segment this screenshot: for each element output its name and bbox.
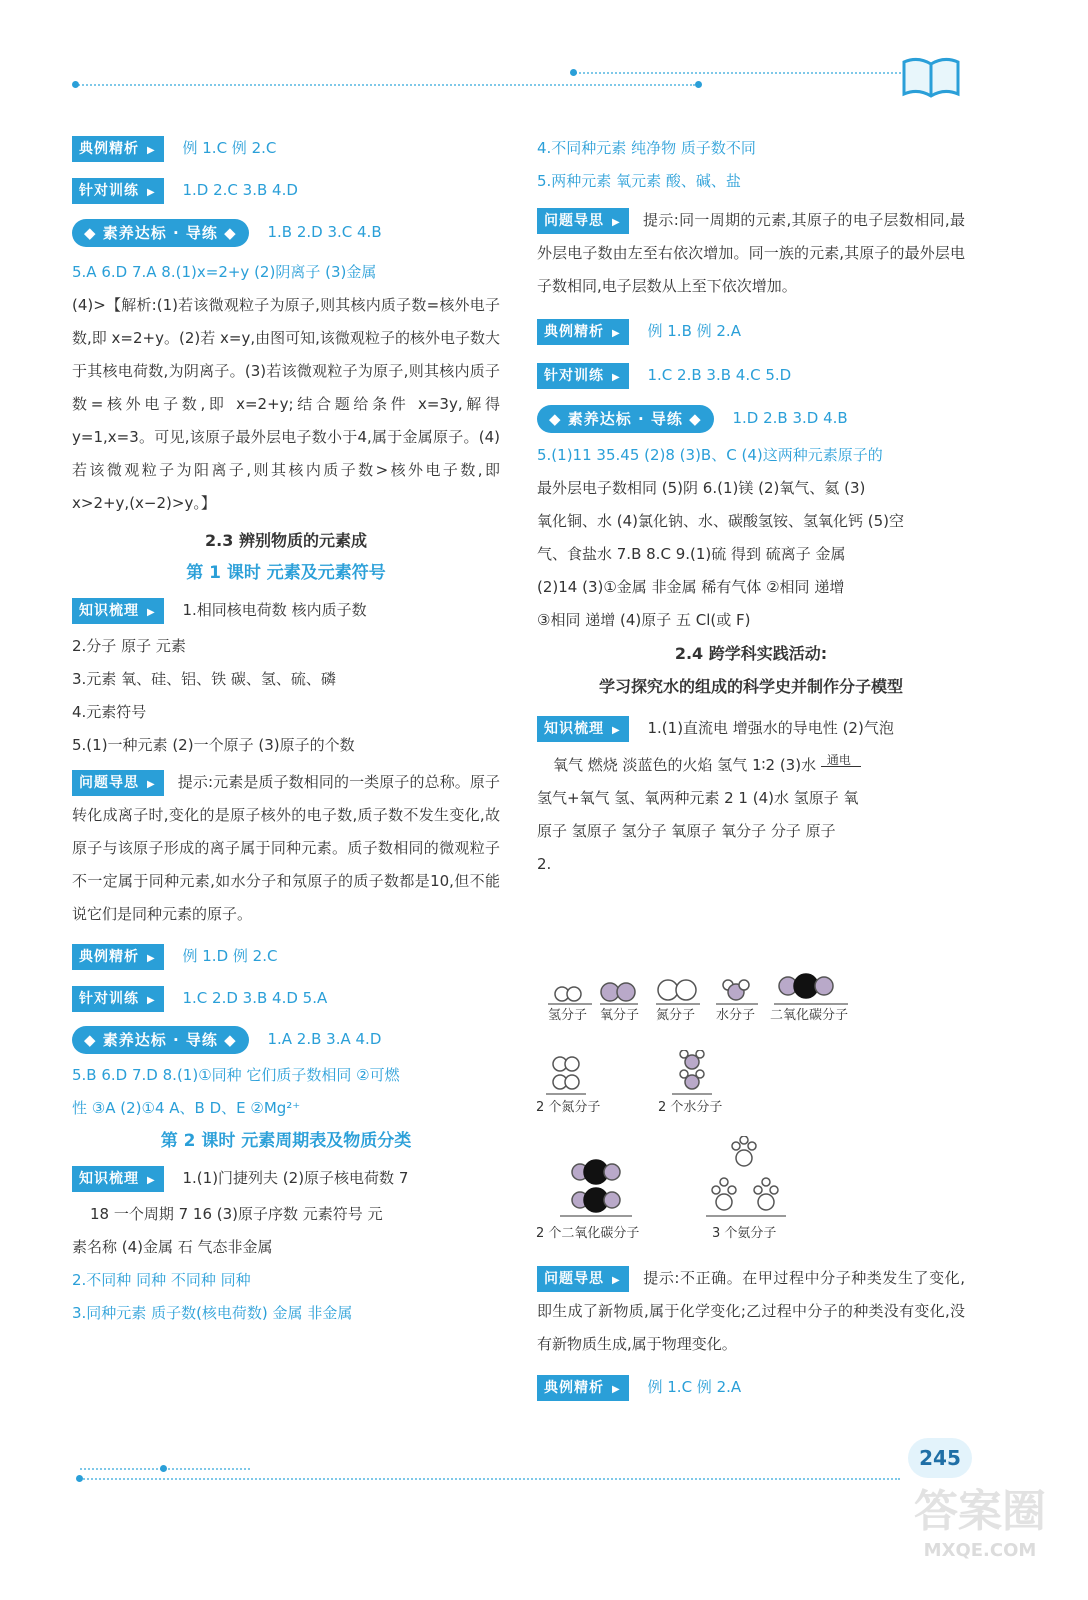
right-column <box>537 132 965 881</box>
section-title: 2.4 跨学科实践活动: <box>674 644 828 663</box>
training-answers: 1.D 2.C 3.B 4.D <box>182 181 298 199</box>
answer-line: (2)14 (3)①金属 非金属 稀有气体 ②相同 递增 <box>537 578 845 596</box>
molecule-models-svg <box>536 1050 776 1098</box>
knowledge-answer: 1.(1)直流电 增强水的导电性 (2)气泡 <box>647 719 894 737</box>
pill-literacy: ◆ 素养达标 · 导练 ◆ <box>72 219 249 247</box>
header-dot <box>72 81 79 88</box>
molecule-label: 2 个二氧化碳分子 <box>536 1226 640 1241</box>
molecule-row-1 <box>548 972 868 1032</box>
knowledge-row <box>72 590 500 630</box>
example-answers: 例 1.B 例 2.A <box>647 322 741 340</box>
training-row <box>72 174 500 216</box>
book-icon <box>900 56 962 98</box>
analysis-paragraph: (4)>【解析:(1)若该微观粒子为原子,则其核内质子数=核外电子数,即 x=2+y。(2)若 x=y,由图可知,该微观粒子的核外电子数大于其核电荷数,为阴离子。(3)若该微观粒子为原子,则其核内质子数=核外电子数,即 x=2+y;结合题给条件 x=3y,解得 y=1,x=3。可见,该原子最外层电子数小于4,属于金属原子。(4)若该微观粒子为阳离子,则其核内质子数>核外电子数,即 x>2+y,(x−2)>y。】 <box>72 296 500 512</box>
nitrogen-atom <box>565 1075 579 1089</box>
header-dotted-line-2 <box>575 72 905 74</box>
answer-line: 气、食盐水 7.B 8.C 9.(1)硫 得到 硫离子 金属 <box>537 545 846 563</box>
example-row <box>537 309 965 353</box>
knowledge-line: 2.分子 原子 元素 <box>72 637 186 655</box>
answer-line: 氧化铜、水 (4)氯化钠、水、碳酸氢铵、氢氧化钙 (5)空 <box>537 512 905 530</box>
question-block <box>537 204 965 303</box>
knowledge-line: 4.元素符号 <box>72 703 147 721</box>
knowledge-line: 素名称 (4)金属 石 气态非金属 <box>72 1238 273 1256</box>
oxygen-atom <box>604 1192 620 1208</box>
tag-knowledge: 知识梳理 ▶ <box>537 716 629 742</box>
knowledge-row <box>537 707 965 749</box>
header-dot <box>570 69 577 76</box>
answer-line: 5.两种元素 氧元素 酸、碱、盐 <box>537 172 741 190</box>
molecule-label: 水分子 <box>716 1008 756 1023</box>
tag-question: 问题导思 ▶ <box>72 770 164 796</box>
molecule-label: 2 个氮分子 <box>536 1100 601 1115</box>
answer-line: 4.不同种元素 纯净物 质子数不同 <box>537 139 756 157</box>
question-text: 提示:元素是质子数相同的一类原子的总称。原子转化成离子时,变化的是原子核外的电子数,质子数不发生变化,故原子与该原子形成的离子属于同种元素。质子数相同的微观粒子不一定属于同种元素,如水分子和氖原子的质子数都是10,但不能说它们是同种元素的原子。 <box>72 773 500 923</box>
molecule-label: 氮分子 <box>656 1008 696 1023</box>
hydrogen-atom <box>696 1050 704 1058</box>
question-block <box>537 1262 965 1361</box>
example-answers: 例 1.D 例 2.C <box>182 947 278 965</box>
tag-question: 问题导思 ▶ <box>537 208 629 234</box>
question-text: 提示:同一周期的元素,其原子的电子层数相同,最外层电子数由左至右依次增加。同一族的元素,其原子的最外层电子数相同,电子层数从上至下依次增加。 <box>537 211 965 295</box>
knowledge-answer: 1.相同核电荷数 核内质子数 <box>182 601 367 619</box>
question-block <box>72 766 500 931</box>
knowledge-line: 3.元素 氧、硅、铝、铁 碳、氢、硫、磷 <box>72 670 336 688</box>
answer-line: 5.A 6.D 7.A 8.(1)x=2+y (2)阴离子 (3)金属 <box>72 263 377 281</box>
molecule-row-3 <box>536 1136 806 1242</box>
section-subtitle: 学习探究水的组成的科学史并制作分子模型 <box>598 677 903 696</box>
hydrogen-atom <box>712 1186 720 1194</box>
tag-example: 典例精析 ▶ <box>72 136 164 162</box>
literacy-answers: 1.A 2.B 3.A 4.D <box>267 1030 382 1048</box>
header-dotted-line <box>75 84 695 86</box>
example-row <box>72 132 500 174</box>
knowledge-line: 原子 氢原子 氢分子 氧原子 氧分子 分子 原子 <box>537 822 836 840</box>
molecule-label: 2 个水分子 <box>658 1100 723 1115</box>
knowledge-line: 18 一个周期 7 16 (3)原子序数 元素符号 元 <box>90 1205 383 1223</box>
training-row <box>537 353 965 397</box>
hydrogen-atom <box>762 1178 770 1186</box>
watermark-title: 答案圈 <box>914 1486 1046 1537</box>
hydrogen-atom <box>696 1070 704 1078</box>
molecule-label: 3 个氨分子 <box>712 1226 777 1241</box>
knowledge-answer: 1.(1)门捷列夫 (2)原子核电荷数 7 <box>182 1169 409 1187</box>
literacy-answers: 1.D 2.B 3.D 4.B <box>732 409 848 427</box>
knowledge-line: 5.(1)一种元素 (2)一个原子 (3)原子的个数 <box>72 736 355 754</box>
answer-line: ③相同 递增 (4)原子 五 Cl(或 F) <box>537 611 751 629</box>
literacy-row <box>537 397 965 439</box>
footer-dotted-line <box>80 1478 900 1480</box>
right-column-lower <box>537 1262 965 1409</box>
molecule-label: 氢分子 <box>548 1008 588 1023</box>
tag-knowledge: 知识梳理 ▶ <box>72 598 164 624</box>
molecule-label: 二氧化碳分子 <box>770 1008 849 1023</box>
lesson-title: 第 2 课时 元素周期表及物质分类 <box>160 1131 412 1151</box>
training-row <box>72 977 500 1019</box>
example-row <box>537 1365 965 1409</box>
hydrogen-atom <box>739 980 749 990</box>
tag-example: 典例精析 ▶ <box>72 944 164 970</box>
oxygen-atom <box>617 983 635 1001</box>
knowledge-line: 2. <box>537 855 552 873</box>
knowledge-line: 2.不同种 同种 不同种 同种 <box>72 1271 251 1289</box>
example-answers: 例 1.C 例 2.A <box>647 1378 742 1396</box>
hydrogen-atom <box>732 1142 740 1150</box>
hydrogen-atom <box>748 1142 756 1150</box>
footer-dot <box>160 1465 167 1472</box>
footer-dot <box>76 1475 83 1482</box>
hydrogen-atom <box>728 1186 736 1194</box>
pill-literacy: ◆ 素养达标 · 导练 ◆ <box>537 405 714 433</box>
knowledge-text: 氧气 燃烧 淡蓝色的火焰 氢气 1∶2 (3)水 <box>553 756 817 774</box>
example-answers: 例 1.C 例 2.C <box>182 139 277 157</box>
tag-example: 典例精析 ▶ <box>537 1375 629 1401</box>
molecule-models-svg <box>536 1136 806 1220</box>
lesson-title: 第 1 课时 元素及元素符号 <box>186 563 386 583</box>
nitrogen-atom <box>676 980 696 1000</box>
molecule-label: 氧分子 <box>600 1008 640 1023</box>
header-dot <box>695 81 702 88</box>
oxygen-atom <box>815 977 833 995</box>
tag-question: 问题导思 ▶ <box>537 1266 629 1292</box>
hydrogen-atom <box>754 1186 762 1194</box>
section-title: 2.3 辨别物质的元素成 <box>205 531 367 550</box>
training-answers: 1.C 2.D 3.B 4.D 5.A <box>182 989 328 1007</box>
molecule-row-2 <box>536 1050 776 1120</box>
watermark-url: MXQE.COM <box>923 1540 1037 1561</box>
answer-line: 5.(1)11 35.45 (2)8 (3)B、C (4)这两种元素原子的 <box>537 446 883 464</box>
nitrogen-atom <box>565 1057 579 1071</box>
page-number: 245 <box>908 1438 972 1478</box>
training-answers: 1.C 2.B 3.B 4.C 5.D <box>647 366 792 384</box>
literacy-row <box>72 216 500 256</box>
answer-line: 性 ③A (2)①4 A、B D、E ②Mg²⁺ <box>72 1099 301 1117</box>
tag-training: 针对训练 ▶ <box>72 178 164 204</box>
oxygen-atom <box>604 1164 620 1180</box>
nitrogen-atom <box>736 1150 752 1166</box>
tag-example: 典例精析 ▶ <box>537 319 629 345</box>
pill-literacy: ◆ 素养达标 · 导练 ◆ <box>72 1026 249 1054</box>
literacy-answers: 1.B 2.D 3.C 4.B <box>267 223 382 241</box>
tag-training: 针对训练 ▶ <box>72 986 164 1012</box>
knowledge-row <box>72 1158 500 1198</box>
nitrogen-atom <box>658 980 678 1000</box>
hydrogen-atom <box>567 987 581 1001</box>
question-text: 提示:不正确。在甲过程中分子种类发生了变化,即生成了新物质,属于化学变化;乙过程中分子的种类没有变化,没有新物质生成,属于物理变化。 <box>537 1269 965 1353</box>
nitrogen-atom <box>758 1194 774 1210</box>
arrow-label: 通电 <box>826 753 851 767</box>
literacy-row <box>72 1019 500 1059</box>
hydrogen-atom <box>740 1136 748 1144</box>
tag-training: 针对训练 ▶ <box>537 363 629 389</box>
watermark <box>895 1484 1065 1594</box>
example-row <box>72 935 500 977</box>
knowledge-line <box>537 749 965 782</box>
left-column <box>72 132 500 1330</box>
reaction-arrow <box>821 753 861 767</box>
nitrogen-atom <box>716 1194 732 1210</box>
answer-line: 最外层电子数相同 (5)阴 6.(1)镁 (2)氧气、氦 (3) <box>537 479 866 497</box>
knowledge-line: 氢气+氧气 氢、氧两种元素 2 1 (4)水 氢原子 氧 <box>537 789 859 807</box>
hydrogen-atom <box>720 1178 728 1186</box>
tag-knowledge: 知识梳理 ▶ <box>72 1166 164 1192</box>
answer-line: 5.B 6.D 7.D 8.(1)①同种 它们质子数相同 ②可燃 <box>72 1066 400 1084</box>
hydrogen-atom <box>770 1186 778 1194</box>
knowledge-line: 3.同种元素 质子数(核电荷数) 金属 非金属 <box>72 1304 353 1322</box>
